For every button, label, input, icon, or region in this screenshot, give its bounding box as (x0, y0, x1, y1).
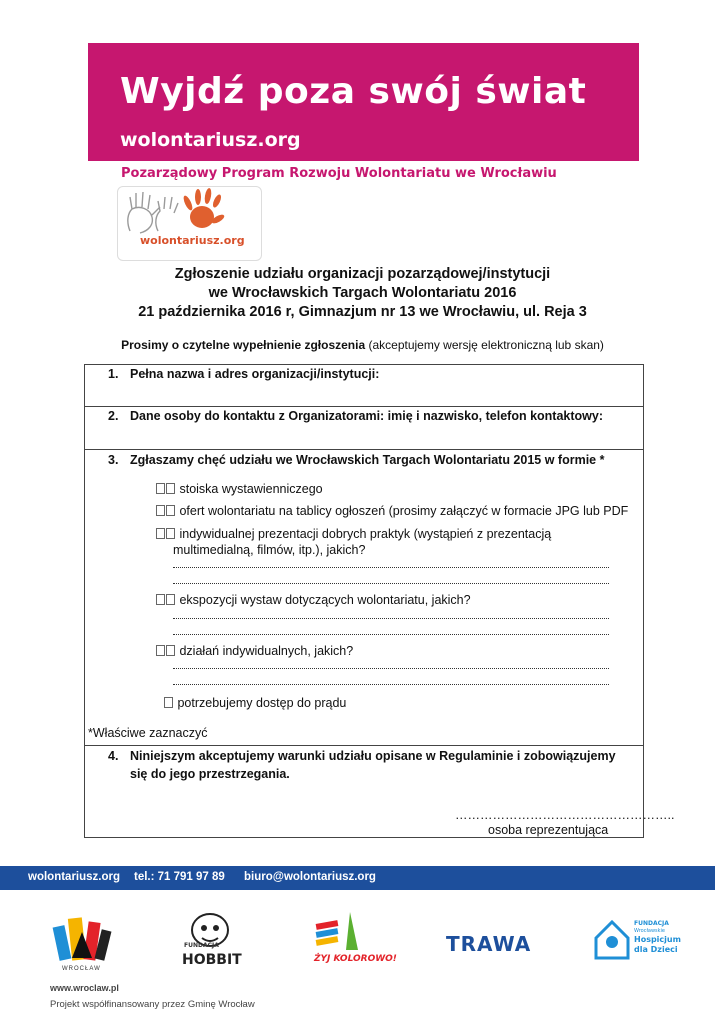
heading-line-2: we Wrocławskich Targach Wolontariatu 2016 (208, 285, 517, 301)
hobbit-text: HOBBIT (182, 952, 242, 968)
hobbit-logo (180, 908, 240, 974)
question-4-number: 4. (108, 749, 119, 763)
checkbox-icon[interactable] (156, 594, 165, 605)
logo-text: wolontariusz.org (140, 234, 245, 247)
hospicjum-text-3: Hospicjum (634, 935, 681, 944)
answer-line[interactable] (173, 684, 609, 685)
hospicjum-text-2: Wrocławskie (634, 928, 666, 934)
question-1-number: 1. (108, 367, 119, 381)
question-2-text: Dane osoby do kontaktu z Organizatorami: imię i nazwisko, telefon kontaktowy: (130, 409, 603, 423)
form-heading (0, 265, 725, 322)
fill-instruction (0, 338, 725, 352)
question-2-number: 2. (108, 409, 119, 423)
question-4 (108, 749, 616, 763)
footer-site[interactable]: wolontariusz.org (28, 871, 120, 883)
heading-line-3: 21 października 2016 r, Gimnazjum nr 13 we Wrocławiu, ul. Reja 3 (138, 304, 587, 320)
option-oferty-label: ofert wolontariatu na tablicy ogłoszeń (prosimy załączyć w formacie JPG lub PDF (179, 504, 629, 518)
answer-line[interactable] (173, 583, 609, 584)
option-dzialania[interactable] (156, 644, 353, 658)
wroclaw-logo-icon (48, 908, 118, 968)
hobbit-top-text: FUNDACJA (184, 942, 219, 949)
trawa-text: TRAWA (446, 932, 532, 956)
instruction-normal: (akceptujemy wersję elektroniczną lub skan) (365, 338, 604, 352)
row-divider-3 (84, 745, 644, 746)
zyj-kolorowo-logo (312, 908, 397, 976)
hospicjum-text-1: FUNDACJA (634, 920, 669, 927)
question-3-number: 3. (108, 453, 119, 467)
wolontariusz-logo (117, 186, 262, 261)
house-icon (592, 916, 632, 962)
header-banner (88, 43, 639, 161)
option-prezentacja-label-2: multimedialną, filmów, itp.), jakich? (173, 543, 366, 557)
option-stoisko[interactable] (156, 482, 323, 496)
option-ekspozycja-label: ekspozycji wystaw dotyczących wolontariatu, jakich? (179, 593, 471, 607)
option-prad-label: potrzebujemy dostęp do prądu (177, 696, 347, 710)
question-4-text-2: się do jego przestrzegania. (130, 767, 290, 781)
checkbox-icon[interactable] (156, 505, 165, 516)
cofinance-note: Projekt współfinansowany przez Gminę Wrocław (50, 999, 255, 1010)
zyj-kolorowo-icon (312, 908, 382, 954)
checkbox-icon[interactable] (156, 645, 165, 656)
answer-line[interactable] (173, 634, 609, 635)
heading-line-1: Zgłoszenie udziału organizacji pozarządowej/instytucji (174, 266, 551, 282)
checkbox-icon[interactable] (166, 594, 175, 605)
option-prad[interactable] (164, 696, 346, 710)
checkbox-icon[interactable] (166, 505, 175, 516)
program-subtitle: Pozarządowy Program Rozwoju Wolontariatu we Wrocławiu (121, 166, 557, 181)
option-prezentacja-label: indywidualnej prezentacji dobrych praktyk (wystąpień z prezentacją (179, 527, 552, 541)
row-divider-1 (84, 406, 644, 407)
option-dzialania-label: działań indywidualnych, jakich? (179, 644, 354, 658)
question-1 (108, 367, 379, 381)
question-4-text: Niniejszym akceptujemy warunki udziału opisane w Regulaminie i zobowiązujemy (130, 749, 616, 763)
checkbox-icon[interactable] (164, 697, 173, 708)
hands-icon (118, 187, 261, 237)
wroclaw-logo-text: WROCŁAW (62, 966, 101, 972)
checkbox-icon[interactable] (166, 483, 175, 494)
question-3 (108, 453, 604, 467)
checkbox-icon[interactable] (166, 528, 175, 539)
banner-site[interactable]: wolontariusz.org (120, 129, 301, 151)
hospicjum-text-4: dla Dzieci (634, 945, 678, 954)
banner-title: Wyjdź poza swój świat (120, 71, 587, 112)
option-oferty[interactable] (156, 504, 628, 518)
answer-line[interactable] (173, 567, 609, 568)
instruction-bold: Prosimy o czytelne wypełnienie zgłoszenia (121, 338, 366, 352)
answer-line[interactable] (173, 668, 609, 669)
wroclaw-logo (48, 908, 118, 978)
signature-line[interactable]: …………………………………………….. (455, 808, 675, 822)
zyj-kolorowo-text: ŻYJ KOLOROWO! (314, 954, 397, 964)
footer-phone[interactable]: tel.: 71 791 97 89 (134, 871, 225, 883)
option-prezentacja[interactable] (156, 527, 551, 541)
signature-label: osoba reprezentująca (488, 823, 609, 837)
question-1-text: Pełna nazwa i adres organizacji/instytucji: (130, 367, 380, 381)
question-2 (108, 409, 603, 423)
checkbox-icon[interactable] (166, 645, 175, 656)
row-divider-2 (84, 449, 644, 450)
checkbox-icon[interactable] (156, 483, 165, 494)
option-ekspozycja[interactable] (156, 593, 471, 607)
wroclaw-url[interactable]: www.wroclaw.pl (50, 983, 119, 993)
footer-email[interactable]: biuro@wolontariusz.org (244, 871, 376, 883)
checkbox-icon[interactable] (156, 528, 165, 539)
footnote: *Właściwe zaznaczyć (88, 726, 208, 740)
hospicjum-logo (592, 916, 692, 972)
answer-line[interactable] (173, 618, 609, 619)
trawa-logo (446, 932, 546, 962)
footer-bar (0, 866, 715, 890)
option-stoisko-label: stoiska wystawienniczego (179, 482, 323, 496)
question-3-text: Zgłaszamy chęć udziału we Wrocławskich Targach Wolontariatu 2015 w formie * (130, 453, 605, 467)
